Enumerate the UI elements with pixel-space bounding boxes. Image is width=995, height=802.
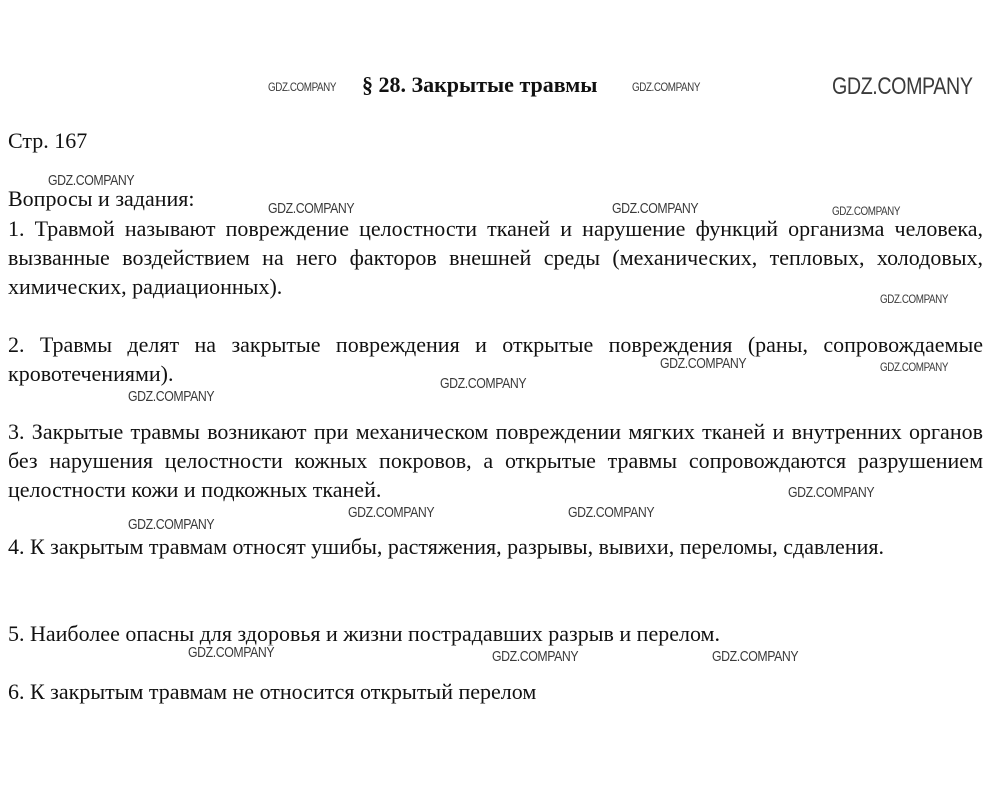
watermark: GDZ.COMPANY <box>48 172 135 189</box>
watermark: GDZ.COMPANY <box>492 648 579 665</box>
watermark: GDZ.COMPANY <box>128 516 215 533</box>
watermark: GDZ.COMPANY <box>712 648 799 665</box>
page-title: § 28. Закрытые травмы <box>362 72 598 97</box>
watermark: GDZ.COMPANY <box>660 355 747 372</box>
watermark: GDZ.COMPANY <box>128 388 215 405</box>
section-heading: Вопросы и задания: <box>8 186 195 211</box>
watermark: GDZ.COMPANY <box>632 80 701 94</box>
watermark: GDZ.COMPANY <box>832 204 901 218</box>
watermark: GDZ.COMPANY <box>568 504 655 521</box>
watermark: GDZ.COMPANY <box>788 484 875 501</box>
watermark: GDZ.COMPANY <box>612 200 699 217</box>
answer-2: 2. Травмы делят на закрытые повреждения и открытые повреждения (раны, сопровождаемые кровотечениями). <box>8 332 983 386</box>
watermark: GDZ.COMPANY <box>440 375 527 392</box>
watermark: GDZ.COMPANY <box>880 360 949 374</box>
answer-5: 5. Наиболее опасны для здоровья и жизни пострадавших разрыв и перелом. <box>8 621 720 646</box>
watermark: GDZ.COMPANY <box>348 504 435 521</box>
answer-6: 6. К закрытым травмам не относится открытый перелом <box>8 679 537 704</box>
answer-4: 4. К закрытым травмам относят ушибы, растяжения, разрывы, вывихи, переломы, сдавления. <box>8 534 884 559</box>
watermark: GDZ.COMPANY <box>832 73 973 100</box>
answer-1: 1. Травмой называют повреждение целостности тканей и нарушение функций организма человека, вызванные воздействием на него факторов внешней среды (механических, тепловых, холодовых, химических, радиационных). <box>8 216 983 299</box>
watermark: GDZ.COMPANY <box>268 80 337 94</box>
watermark: GDZ.COMPANY <box>188 644 275 661</box>
watermark: GDZ.COMPANY <box>880 292 949 306</box>
watermark: GDZ.COMPANY <box>268 200 355 217</box>
answer-3: 3. Закрытые травмы возникают при механическом повреждении мягких тканей и внутренних органов без нарушения целостности кожных покровов, а открытые травмы сопровождаются разрушением целостности кожи и подкожных тканей. <box>8 419 983 502</box>
page-reference: Стр. 167 <box>8 128 88 153</box>
